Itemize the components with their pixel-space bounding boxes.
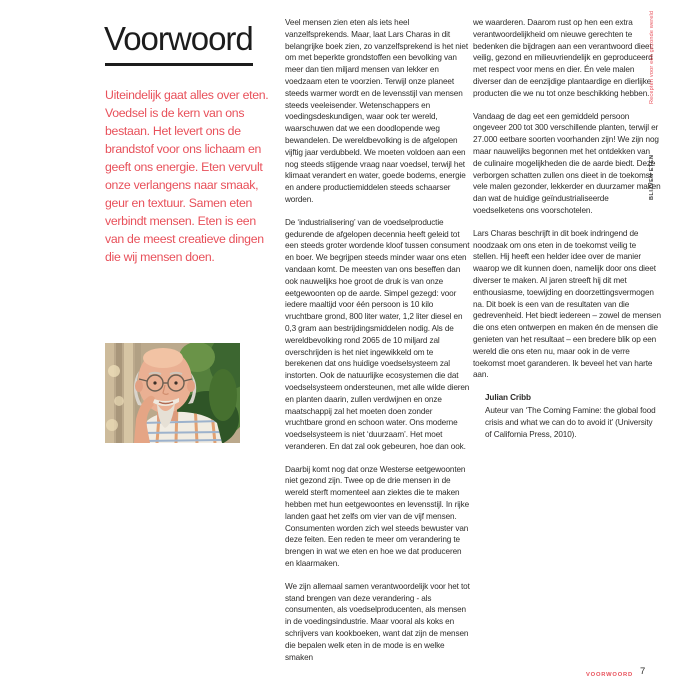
author-block [473, 392, 661, 440]
paragraph: We zijn allemaal samen verantwoordelijk voor het tot stand brengen van deze verandering - als consumenten, als voedselproducenten, als mensen in de voedingsindustrie. Maar vooral als koks en schrijvers van kookboeken, want dat zijn de mensen die bepalen welk eten in de mode is en welke smaken [285, 581, 470, 662]
intro-text: Uiteindelijk gaat alles over eten. Voedsel is de kern van ons bestaan. Het levert ons de brandstof voor ons lichaam en geeft ons energie. Eten vervult onze verlangens naar smaak, geur en textuur. Samen eten verbindt mensen. Eten is een van de meest creatieve dingen die wij mensen doen. [105, 88, 269, 264]
paragraph: we waarderen. Daarom rust op hen een extra verantwoordelijkheid om nieuwe gerechten te bedenken die bijdragen aan een verantwoord dieet: veilig, gezond en milieuvriendelijk en geproduceerd met respect voor mens en dier. Én vele malen diverser dan de eenzijdige plantaardige en dierlijke producten die we nu tot onze beschikking hebben. [473, 18, 654, 98]
body-column-2 [473, 10, 661, 440]
side-book-title: Recepten voor een gezonde wereld [649, 10, 655, 104]
paragraph: Vandaag de dag eet een gemiddeld persoon ongeveer 200 tot 300 verschillende planten, terwijl er 27.000 eetbare soorten voorhanden zijn! We zijn nog maar nauwelijks begonnen met het ontdekken van de culinaire mogelijkheden die de aarde biedt. Deze verborgen schatten zullen ons dieet in de toekomst vele malen gezonder, lekkerder en duurzamer maken dan wat de huidige geïndustrialiseerde voedselketens ons voorschotelen. [473, 111, 661, 215]
author-bio: Auteur van ‘The Coming Famine: the global food crisis and what we can do to avoid it’ (University of California Press, 2010). [485, 405, 656, 439]
portrait-photo-illustration [105, 343, 240, 443]
body-column-1 [285, 17, 471, 674]
paragraph: De ‘industrialisering’ van de voedselproductie gedurende de afgelopen decennia heeft geleid tot een steeds groter wordende kloof tussen consument en boer. We begrijpen steeds minder waar ons eten vandaan komt. De meesten van ons beseffen dan ook nauwelijks hoe groot de druk is van onze eetgewoonten op de aarde. Simpel gezegd: voor iedere maaltijd voor één persoon is 10 kilo vruchtbare grond, 800 liter water, 1,2 liter diesel en 0,3 gram aan bestrijdingsmiddelen nodig. Als de wereldbevolking rond 2065 de 10 miljard zal overschrijden is het niet ingewikkeld om te berekenen dat ons huidige voedselsysteem zal instorten. Ook de natuurlijke ecosystemen die dat voedselsysteem ondersteunen, met alle wilde dieren en planten daarin, zullen verdwijnen en onze maatschappij zal het moeten doen zonder vruchtbare grond en schoon water. Ons moderne voedselsysteem is niet ‘duurzaam’. Het moet veranderen. En dat zal ook gebeuren, hoe dan ook. [285, 217, 470, 451]
paragraph: Daarbij komt nog dat onze Westerse eetgewoonten niet gezond zijn. Twee op de drie mensen in de wereld sterft momenteel aan ziektes die te maken hebben met hun eetgewoontes en levensstijl. In rijke landen gaat het zelfs om vier van de vijf mensen. Consumenten worden zich wel steeds bewuster van deze feiten. Een reden te meer om verandering te brengen in wat we eten en hoe we dat produceren en klaarmaken. [285, 464, 470, 569]
paragraph: Lars Charas beschrijft in dit boek indringend de noodzaak om ons eten in de toekomst veilig te stellen. Hij heeft een helder idee over de manier waarop we dit kunnen doen, namelijk door ons dieet diverser te maken. Al jaren streeft hij dit met enthousiasme, toewijding en doorzettingsvermogen na. Dit boek is een van de resultaten van die gedrevenheid. Het biedt iedereen – zowel de mensen die ons eten ontwerpen en maken én de mensen die genieten van het resultaat – een bredere blik op een wereld die ons eten nu, maar ook in de verre toekomst moet garanderen. Ik beveel het van harte aan. [473, 228, 661, 380]
title-rule [105, 63, 253, 66]
footer-section-label: VOORWOORD [586, 672, 634, 678]
author-name: Julian Cribb [485, 393, 531, 403]
paragraph: Veel mensen zien eten als iets heel vanzelfsprekends. Maar, laat Lars Charas in dit belangrijke boek zien, zo vanzelfsprekend is het niet om met beperkte grondstoffen een bevolking van meer dan tien miljard mensen van lekker en voedzaam eten te voorzien. Terwijl onze planeet steeds warmer wordt en de levensstijl van mensen steeds veeleisender. Wetenschappers en voedingsdeskundigen, waar ook ter wereld, waarschuwen dat we een doodlopende weg bewandelen. De wereldbevolking is de afgelopen vijftig jaar verdubbeld. We moeten voldoen aan een nog steeds stijgende vraag naar voedsel, terwijl het klimaat verandert en water, goede bodems, energie en andere productiemiddelen steeds schaarser worden. [285, 18, 468, 204]
side-chapter-label: BLIJVEN ETEN [649, 154, 655, 200]
page-title: Voorwoord [104, 20, 253, 57]
page-number: 7 [640, 666, 646, 677]
portrait-photo [105, 343, 240, 443]
